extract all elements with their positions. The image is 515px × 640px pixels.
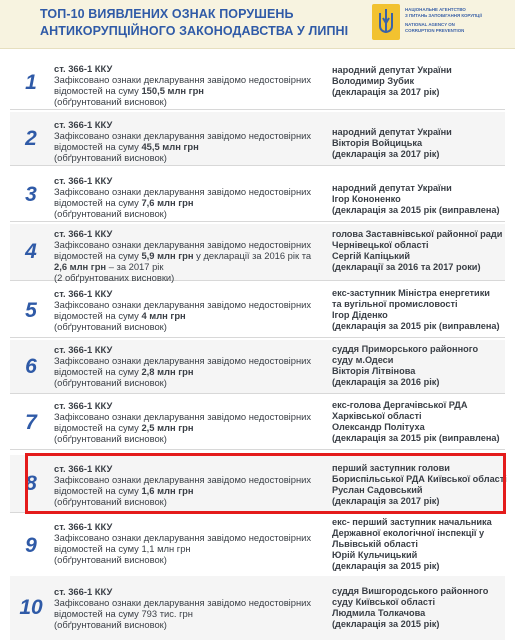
official-position-2: та вугільної промисловості [332,299,458,309]
official-name: Вікторія Літвінова [332,366,416,376]
amount-prefix: відомостей на суму [54,422,142,433]
rank-number: 9 [25,534,37,557]
description-line: Зафіксовано ознаки декларування завідомо недостовірних [54,597,312,608]
article-label: ст. 366-1 ККУ [54,119,113,130]
conclusion-note: (обґрунтований висновок) [54,377,167,388]
official-info [332,517,505,572]
amount-value: 7,6 млн грн [141,197,194,208]
article-label: ст. 366-1 ККУ [54,521,113,532]
amount-prefix: відомостей на суму [54,85,142,96]
description-line: Зафіксовано ознаки декларування завідомо недостовірних [54,355,312,366]
rank-number: 4 [25,240,37,263]
article-label: ст. 366-1 ККУ [54,463,113,474]
trident-emblem-icon [372,4,400,40]
declaration-year: (декларація за 2015 рік) [332,619,440,629]
amount-value: 4 млн грн [141,310,186,321]
official-name: Олександр Політуха [332,422,425,432]
official-position: голова Заставнівської районної ради [332,229,503,239]
official-position: суддя Приморського районного [332,344,479,354]
official-position: перший заступник голови [332,463,450,473]
title-line-1: ТОП-10 ВИЯВЛЕНИХ ОЗНАК ПОРУШЕНЬ [40,7,294,21]
amount-prefix: відомостей на суму [54,197,142,208]
declaration-year: (декларації за 2016 та 2017 роки) [332,262,481,272]
violation-description [54,288,326,332]
amount-line [54,85,326,96]
official-info [332,65,505,98]
official-position-2: Державної екологічної інспекції у [332,528,485,538]
header-banner [0,0,515,49]
amount-value: 2,8 млн грн [141,366,194,377]
amount-line [54,197,326,208]
title-line-2: АНТИКОРУПЦІЙНОГО ЗАКОНОДАВСТВА У ЛИПНІ [40,24,349,38]
amount-line [54,608,326,619]
violation-description [54,228,326,283]
official-name: Сергій Капіцький [332,251,411,261]
list-item [10,576,505,640]
article-label: ст. 366-1 ККУ [54,63,113,74]
official-info [332,586,505,630]
list-item [10,396,505,450]
article-label: ст. 366-1 ККУ [54,400,113,411]
amount-line [54,141,326,152]
declaration-year: (декларація за 2015 рік) [332,561,440,571]
amount-suffix: у декларації за 2016 рік та [193,250,312,261]
rank-number: 7 [25,410,37,434]
amount-value: 5,9 млн грн [141,250,194,261]
list-item [10,112,505,166]
official-name: Вікторія Войцицька [332,138,423,148]
amount-line [54,366,326,377]
article-label: ст. 366-1 ККУ [54,175,113,186]
amount-line [54,310,326,321]
description-line: Зафіксовано ознаки декларування завідомо недостовірних [54,186,312,197]
highlight-frame [25,453,506,514]
official-info [332,400,505,444]
rank-number: 1 [25,70,37,94]
amount-prefix: відомостей на суму [54,608,142,619]
amount-prefix: відомостей на суму [54,310,142,321]
page-title [40,6,348,40]
list-item [10,284,505,338]
article-label: ст. 366-1 ККУ [54,344,113,355]
violation-description [54,586,326,630]
declaration-year: (декларація за 2017 рік) [332,496,440,506]
conclusion-note: (обґрунтований висновок) [54,619,167,630]
official-info [332,127,505,160]
amount-suffix-2: – за 2017 рік [106,261,164,272]
official-position: народний депутат України [332,65,452,75]
declaration-year: (декларація за 2016 рік) [332,377,440,387]
conclusion-note: (обґрунтований висновок) [54,208,167,219]
article-label: ст. 366-1 ККУ [54,228,113,239]
official-position: екс- перший заступник начальника [332,517,492,527]
rank-number: 8 [25,471,37,495]
list-item [10,56,505,110]
description-line: Зафіксовано ознаки декларування завідомо недостовірних [54,239,312,250]
conclusion-note: (обґрунтований висновок) [54,321,167,332]
official-region: Бориспільської РДА Київської області [332,474,507,484]
article-label: ст. 366-1 ККУ [54,586,113,597]
amount-line [54,422,326,433]
official-position: народний депутат України [332,127,452,137]
official-name: Людмила Толкачова [332,608,426,618]
official-position: суддя Вишгородського районного [332,586,489,596]
description-line: Зафіксовано ознаки декларування завідомо недостовірних [54,74,312,85]
rank-number: 2 [25,126,37,150]
amount-value-2: 2,6 млн грн [54,261,107,272]
agency-name [405,7,482,34]
description-line: Зафіксовано ознаки декларування завідомо недостовірних [54,130,312,141]
violation-description [54,344,326,388]
declaration-year: (декларація за 2015 рік (виправлена) [332,321,500,331]
official-court: суду Київської області [332,597,436,607]
agency-line-3: NATIONAL AGENCY ON [405,22,455,27]
official-court: суду м.Одеси [332,355,394,365]
description-line: Зафіксовано ознаки декларування завідомо недостовірних [54,532,312,543]
conclusion-note: (обґрунтований висновок) [54,152,167,163]
violation-description [54,63,326,107]
amount-value: 45,5 млн грн [141,141,199,152]
amount-prefix: відомостей на суму [54,250,142,261]
official-position: народний депутат України [332,183,452,193]
declaration-year: (декларація за 2015 рік (виправлена) [332,205,500,215]
official-region: Харківської області [332,411,422,421]
conclusion-note: (обґрунтований висновок) [54,554,167,565]
official-position: екс-заступник Міністра енергетики [332,288,490,298]
conclusion-note: (2 обґрунтованих висновки) [54,272,175,283]
official-region: Чернівецької області [332,240,429,250]
rank-number: 10 [19,596,43,619]
agency-line-2: З ПИТАНЬ ЗАПОБІГАННЯ КОРУПЦІЇ [405,13,482,18]
official-name: Руслан Садовський [332,485,423,495]
declaration-year: (декларація за 2017 рік) [332,87,440,97]
rank-number: 6 [25,354,37,378]
amount-value: 1,1 млн грн [141,543,191,554]
rank-number: 3 [25,182,37,206]
violation-description [54,175,326,219]
description-line: Зафіксовано ознаки декларування завідомо недостовірних [54,299,312,310]
description-line: Зафіксовано ознаки декларування завідомо недостовірних [54,411,312,422]
list-item [10,514,505,579]
amount-line [54,250,326,261]
violation-description [54,521,326,565]
official-info [332,183,505,216]
official-position: екс-голова Дергачівської РДА [332,400,468,410]
official-region: Львівській області [332,539,418,549]
amount-prefix: відомостей на суму [54,485,142,496]
official-name: Ігор Діденко [332,310,388,320]
amount-value: 793 тис. грн [141,608,193,619]
declaration-year: (декларація за 2015 рік (виправлена) [332,433,500,443]
official-name: Володимир Зубик [332,76,415,86]
agency-line-4: CORRUPTION PREVENTION [405,28,465,33]
official-info [332,288,505,332]
agency-line-1: НАЦІОНАЛЬНЕ АГЕНТСТВО [405,7,466,12]
amount-value: 1,6 млн грн [141,485,194,496]
amount-value: 2,5 млн грн [141,422,194,433]
declaration-year: (декларація за 2017 рік) [332,149,440,159]
amount-prefix: відомостей на суму [54,543,142,554]
rank-number: 5 [25,298,37,322]
amount-prefix: відомостей на суму [54,141,142,152]
violation-description [54,119,326,163]
amount-line-2 [54,261,326,272]
conclusion-note: (обґрунтований висновок) [54,496,167,507]
conclusion-note: (обґрунтований висновок) [54,433,167,444]
amount-line [54,543,326,554]
article-label: ст. 366-1 ККУ [54,288,113,299]
amount-value: 150,5 млн грн [141,85,204,96]
official-info [332,229,505,273]
list-item [10,224,505,281]
conclusion-note: (обґрунтований висновок) [54,96,167,107]
list-item [10,340,505,394]
official-name: Юрій Кульчицький [332,550,418,560]
description-line: Зафіксовано ознаки декларування завідомо недостовірних [54,474,312,485]
amount-prefix: відомостей на суму [54,366,142,377]
list-item [10,168,505,222]
official-info [332,344,505,388]
official-name: Ігор Кононенко [332,194,401,204]
violation-description [54,400,326,444]
